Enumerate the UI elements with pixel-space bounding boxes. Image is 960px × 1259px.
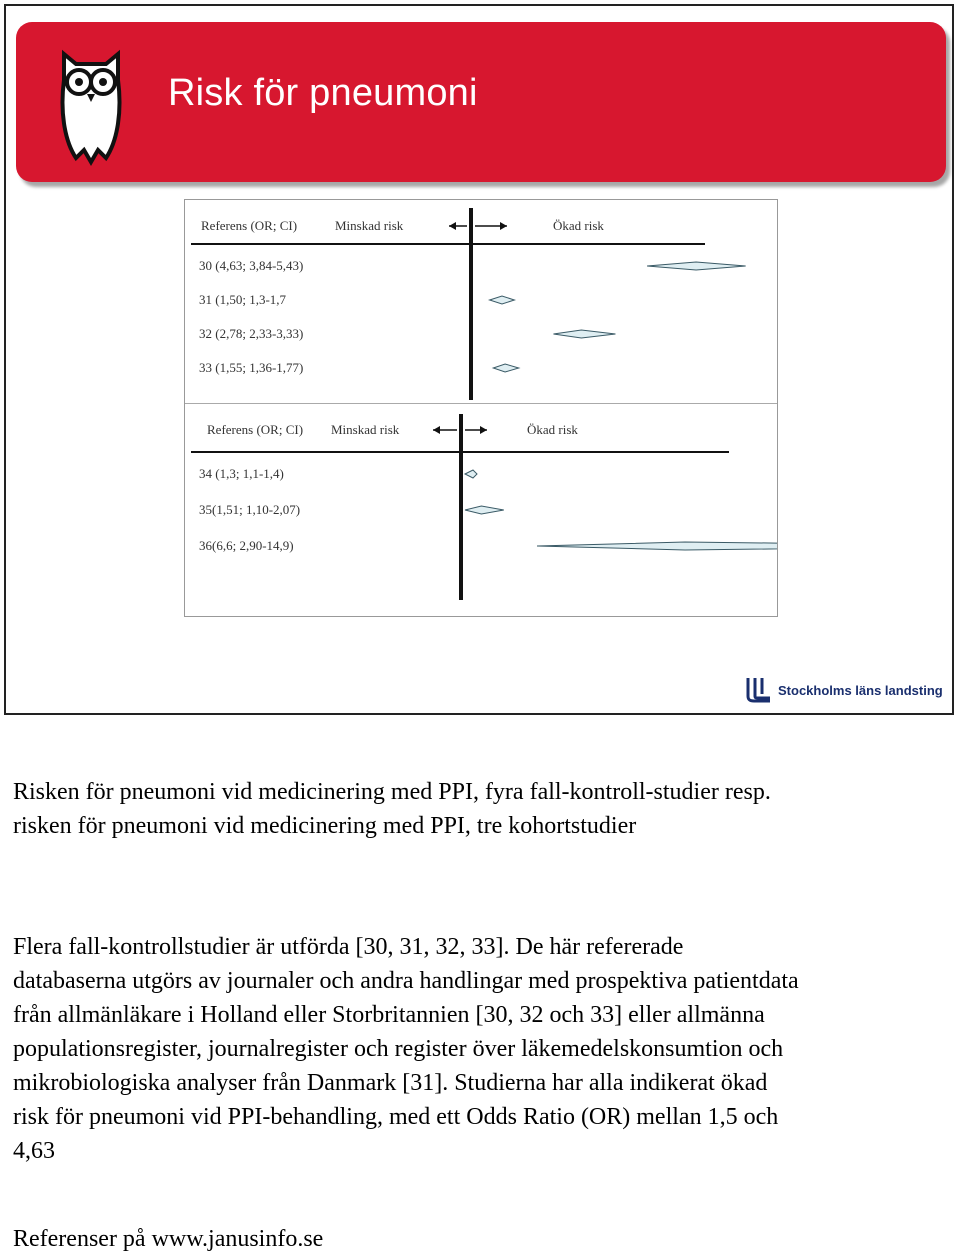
left-arrow-head xyxy=(433,426,440,434)
study-label: 31 (1,50; 1,3-1,7 xyxy=(199,292,287,307)
references-link[interactable]: Referenser på www.janusinfo.se xyxy=(13,1226,324,1252)
sll-logo xyxy=(742,674,942,704)
study-label: 34 (1,3; 1,1-1,4) xyxy=(199,466,284,481)
study-label: 30 (4,63; 3,84-5,43) xyxy=(199,258,304,273)
paragraph-line: Flera fall-kontrollstudier är utförda [30, 31, 32, 33]. De här refererade xyxy=(13,934,684,960)
study-estimate-diamond xyxy=(647,262,746,270)
slide-image xyxy=(4,4,954,715)
paragraph-line: 4,63 xyxy=(13,1138,55,1164)
forest-plot-svg xyxy=(185,200,777,616)
right-arrow-head xyxy=(500,222,507,230)
figure-caption xyxy=(13,775,948,843)
study-label: 33 (1,55; 1,36-1,77) xyxy=(199,360,304,375)
caption-line-1: Risken för pneumoni vid medicinering med PPI, fyra fall-kontroll-studier resp. xyxy=(13,779,771,805)
decreased-risk-label: Minskad risk xyxy=(335,218,404,233)
caption-line-2: risken för pneumoni vid medicinering med PPI, tre kohortstudier xyxy=(13,813,637,839)
study-estimate-diamond xyxy=(537,542,777,550)
paragraph-line: databaserna utgörs av journaler och andra handlingar med prospektiva patientdata xyxy=(13,968,799,994)
paragraph-line: mikrobiologiska analyser från Danmark [31]. Studierna har alla indikerat ökad xyxy=(13,1070,768,1096)
study-estimate-diamond xyxy=(465,506,504,514)
study-label: 35(1,51; 1,10-2,07) xyxy=(199,502,301,517)
study-label: 36(6,6; 2,90-14,9) xyxy=(199,538,294,553)
paragraph-line: populationsregister, journalregister och register över läkemedelskonsumtion och xyxy=(13,1036,784,1062)
forest-plot xyxy=(184,199,778,617)
increased-risk-label: Ökad risk xyxy=(553,218,604,233)
paragraph-line: från allmänläkare i Holland eller Storbritannien [30, 32 och 33] eller allmänna xyxy=(13,1002,765,1028)
panel-divider xyxy=(185,403,777,404)
right-arrow-head xyxy=(480,426,487,434)
sll-logo-icon xyxy=(742,676,774,704)
body-paragraph xyxy=(13,930,948,1168)
study-estimate-diamond xyxy=(553,330,615,338)
paragraph-line: risk för pneumoni vid PPI-behandling, med ett Odds Ratio (OR) mellan 1,5 och xyxy=(13,1104,779,1130)
owl-logo-icon xyxy=(56,40,126,168)
panel-header: Referens (OR; CI) xyxy=(207,422,304,437)
study-estimate-diamond xyxy=(490,296,515,304)
increased-risk-label: Ökad risk xyxy=(527,422,578,437)
title-banner xyxy=(16,22,946,182)
slide-title: Risk för pneumoni xyxy=(168,72,478,114)
study-label: 32 (2,78; 2,33-3,33) xyxy=(199,326,304,341)
sll-logo-text: Stockholms läns landsting xyxy=(778,683,943,698)
study-estimate-diamond xyxy=(465,470,477,478)
decreased-risk-label: Minskad risk xyxy=(331,422,400,437)
left-arrow-head xyxy=(449,222,456,230)
study-estimate-diamond xyxy=(493,364,518,372)
panel-header: Referens (OR; CI) xyxy=(201,218,298,233)
